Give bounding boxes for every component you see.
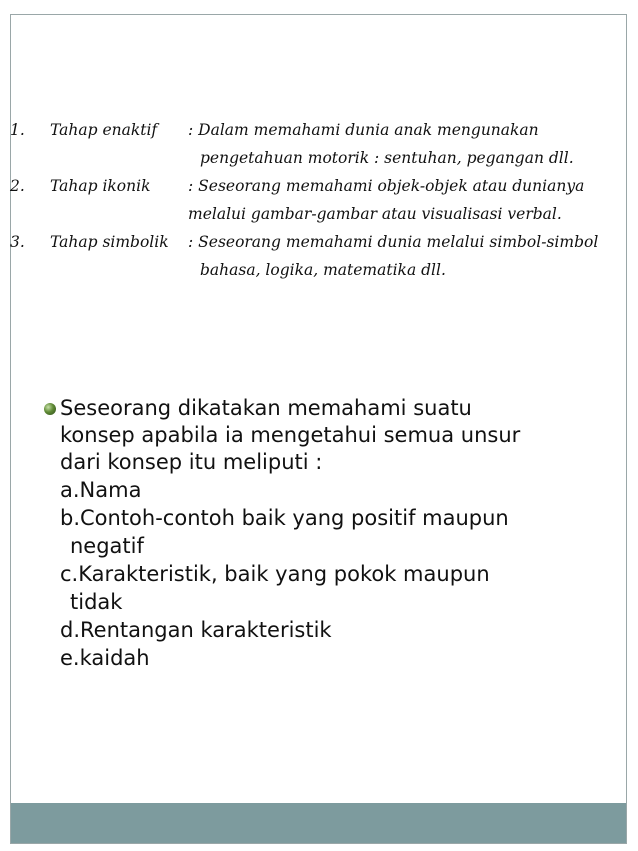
concept-item xyxy=(60,504,600,560)
stage-description-line: : Seseorang memahami objek-objek atau dunianya xyxy=(188,177,585,195)
stage-description xyxy=(188,116,626,172)
stage-name: Tahap simbolik xyxy=(50,233,169,251)
stage-number: 1. xyxy=(10,121,25,139)
stage-name: Tahap enaktif xyxy=(50,121,158,139)
bullet-sphere-icon xyxy=(44,403,56,415)
stage-list xyxy=(10,116,628,284)
stage-number: 3. xyxy=(10,233,25,251)
stage-description-line: pengetahuan motorik : sentuhan, pegangan dll. xyxy=(200,149,574,167)
stage-description-line: melalui gambar-gambar atau visualisasi verbal. xyxy=(188,205,562,223)
concept-item-text: e.kaidah xyxy=(60,646,150,670)
stage-description xyxy=(188,228,626,284)
stage-description xyxy=(188,172,626,228)
concept-intro-line: konsep apabila ia mengetahui semua unsur xyxy=(60,423,521,447)
concept-item-continuation: negatif xyxy=(70,534,144,558)
stage-item-simbolik xyxy=(10,228,628,284)
concept-item xyxy=(60,560,600,616)
concept-item-continuation: tidak xyxy=(70,590,123,614)
stage-description-line: : Dalam memahami dunia anak mengunakan xyxy=(188,121,539,139)
concept-item-text: a.Nama xyxy=(60,478,142,502)
stage-number: 2. xyxy=(10,177,25,195)
stage-description-line: bahasa, logika, matematika dll. xyxy=(200,261,446,279)
concept-intro-line: Seseorang dikatakan memahami suatu xyxy=(60,396,472,420)
concept-item xyxy=(60,476,600,504)
stage-name: Tahap ikonik xyxy=(50,177,151,195)
stage-item-enaktif xyxy=(10,116,628,172)
footer-band xyxy=(11,803,626,843)
concept-intro-line: dari konsep itu meliputi : xyxy=(60,450,323,474)
concept-item-text: d.Rentangan karakteristik xyxy=(60,618,332,642)
concept-item-text: c.Karakteristik, baik yang pokok maupun xyxy=(60,562,490,586)
stage-description-line: : Seseorang memahami dunia melalui simbol-simbol xyxy=(188,233,599,251)
concept-item-text: b.Contoh-contoh baik yang positif maupun xyxy=(60,506,509,530)
concept-item xyxy=(60,616,600,644)
stage-item-ikonik xyxy=(10,172,628,228)
concept-item-list xyxy=(60,476,600,672)
concept-item xyxy=(60,644,600,672)
concept-bullet xyxy=(60,395,600,672)
